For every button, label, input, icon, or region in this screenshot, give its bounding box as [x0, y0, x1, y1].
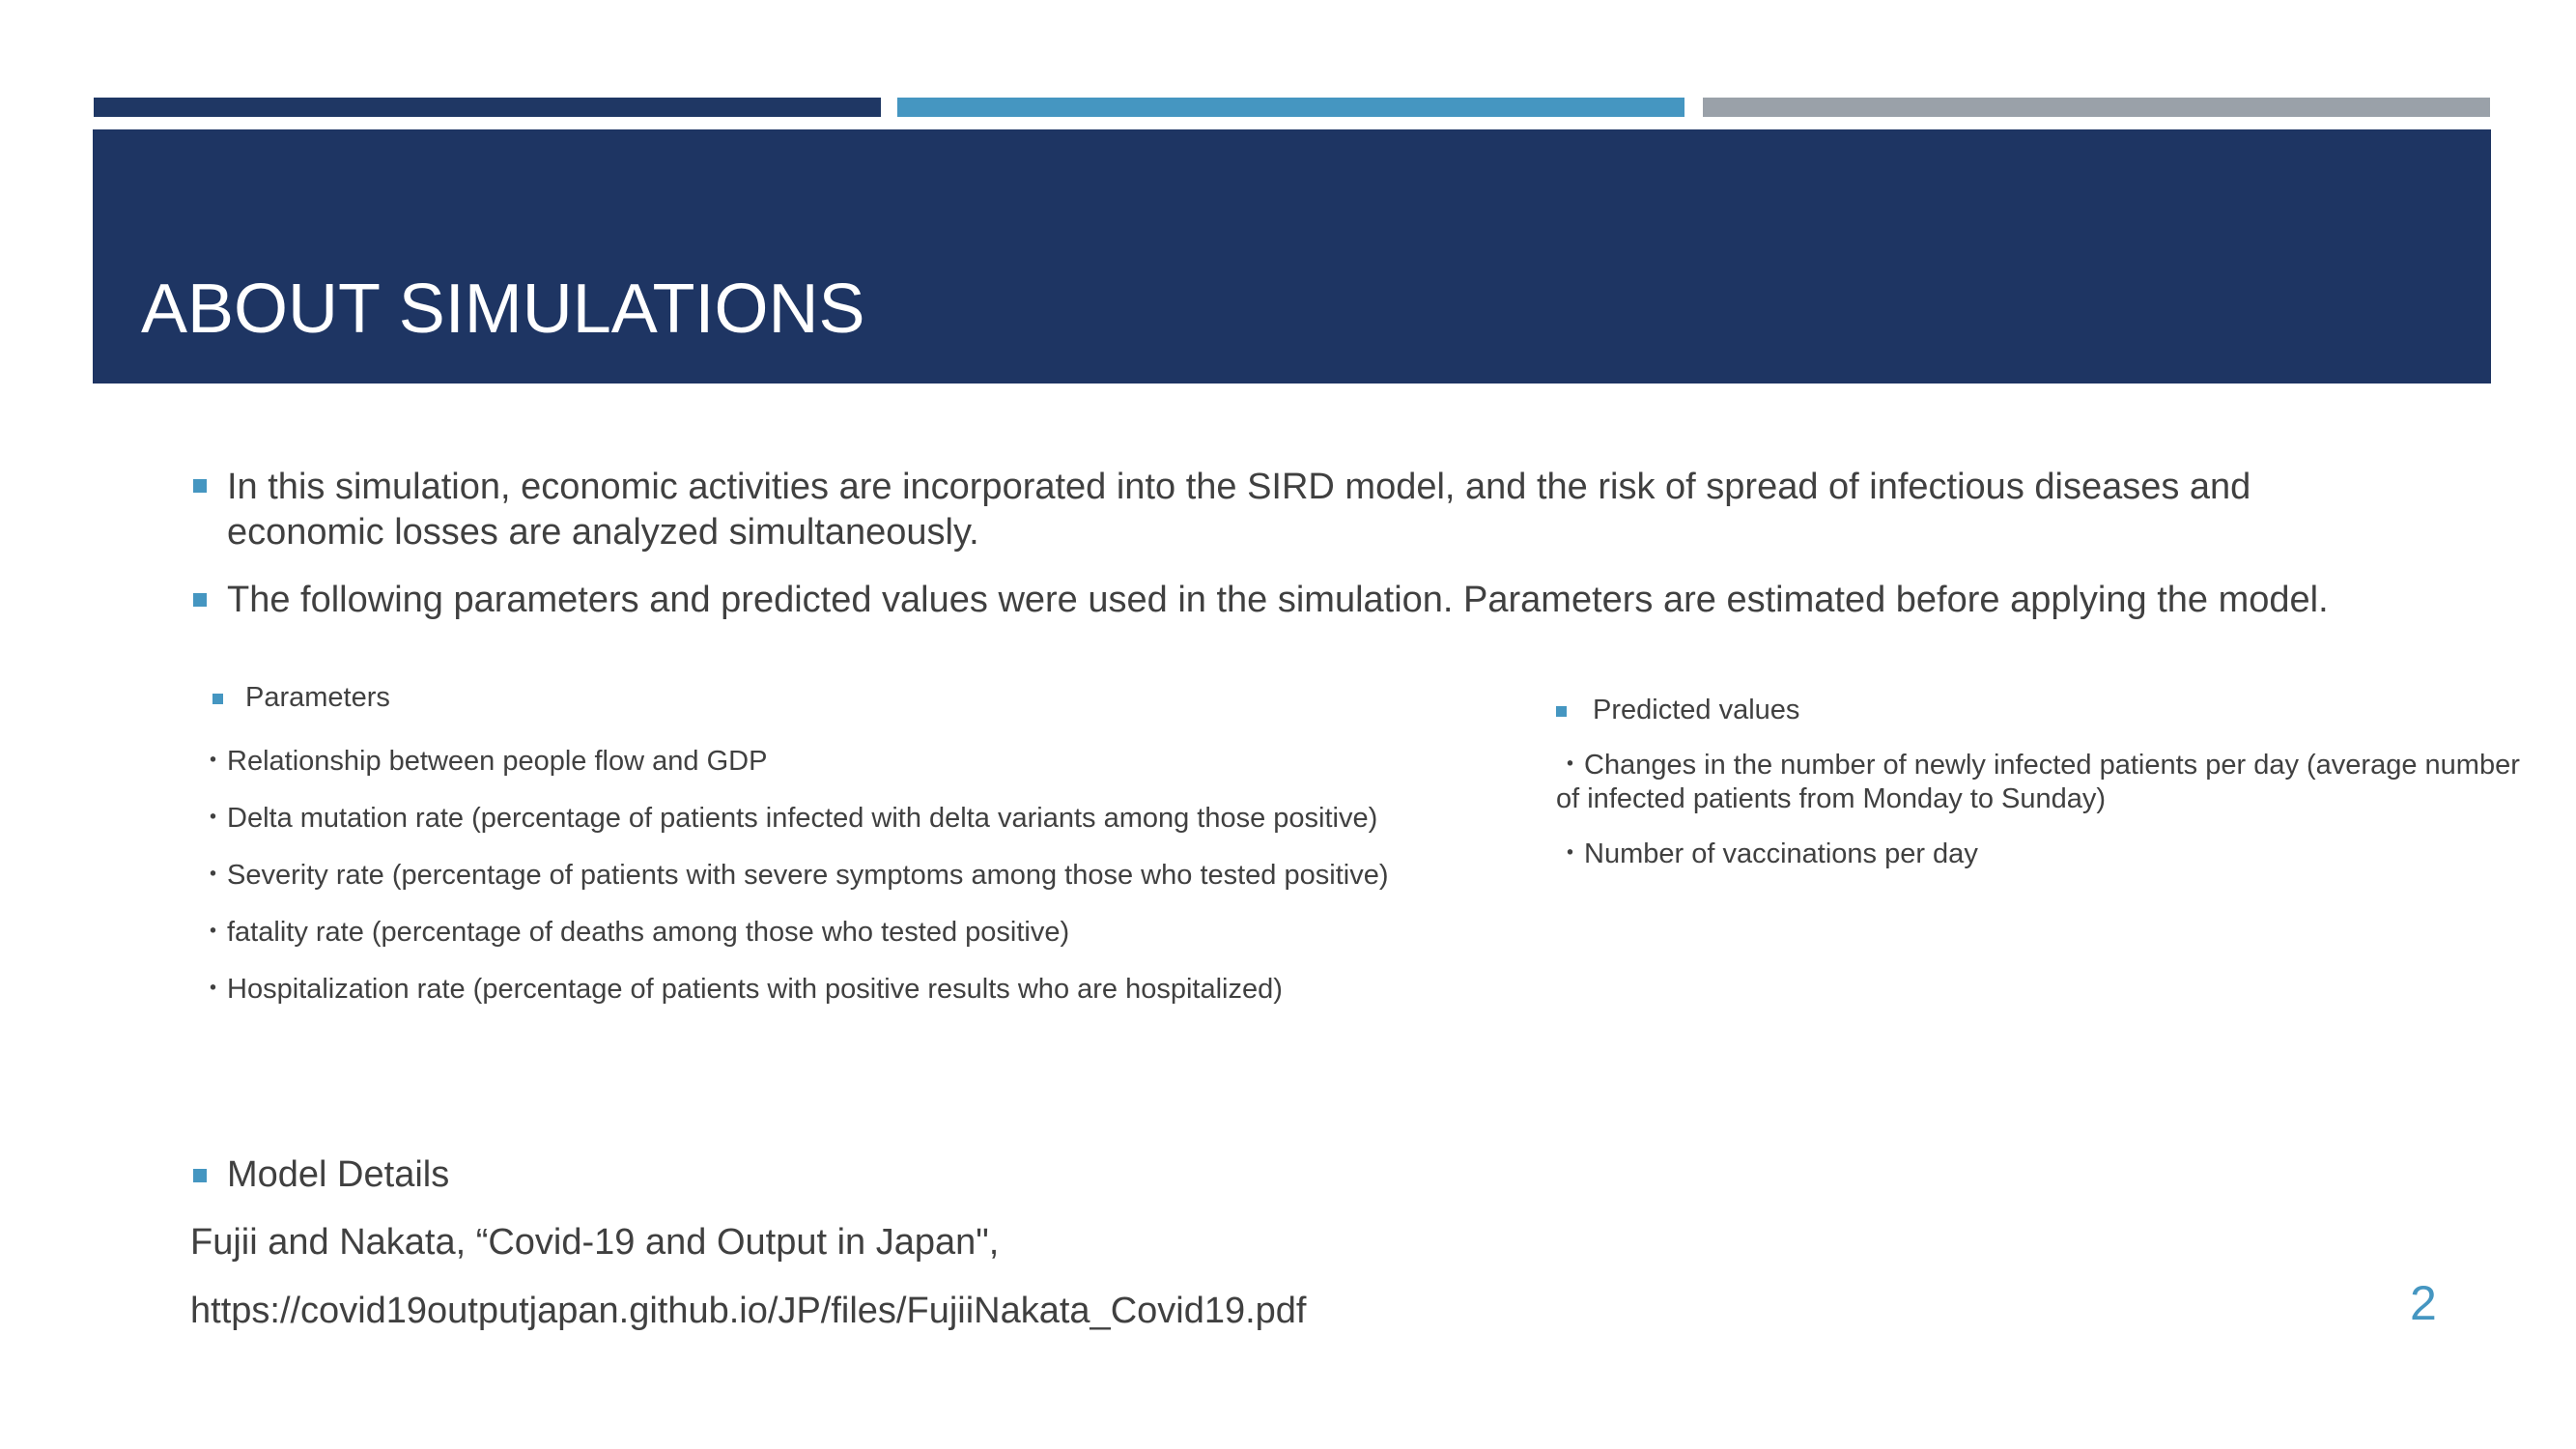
- bullet-icon: [193, 593, 207, 607]
- predicted-item: ・Changes in the number of newly infected patients per day (average number of infected patients from Monday to Sunday): [1556, 750, 2520, 814]
- title-band: [93, 129, 2491, 384]
- parameter-item: ・Severity rate (percentage of patients with severe symptoms among those who tested positive): [199, 860, 1389, 891]
- reference-citation: Fujii and Nakata, “Covid-19 and Output in Japan",: [190, 1222, 1000, 1263]
- sub-bullet-icon: [212, 694, 223, 704]
- accent-bar-navy: [94, 98, 881, 117]
- parameter-item: ・fatality rate (percentage of deaths among those who tested positive): [199, 917, 1070, 948]
- page-number: 2: [2410, 1276, 2437, 1330]
- parameters-heading: Parameters: [245, 682, 390, 713]
- sub-bullet-icon: [1556, 706, 1567, 717]
- bullet-icon: [193, 1169, 207, 1182]
- bullet-text-1: In this simulation, economic activities are incorporated into the SIRD model, and the risk of spread of infectious diseases and economic losses are analyzed simultaneously.: [227, 467, 2251, 553]
- predicted-item: ・Number of vaccinations per day: [1556, 838, 1978, 869]
- predicted-heading: Predicted values: [1593, 695, 1800, 725]
- parameter-item: ・Relationship between people flow and GDP: [199, 746, 768, 777]
- bullet-text-2: The following parameters and predicted values were used in the simulation. Parameters are estimated before applying the model.: [227, 580, 2329, 620]
- parameter-item: ・Delta mutation rate (percentage of patients infected with delta variants among those positive): [199, 803, 1378, 834]
- parameter-item: ・Hospitalization rate (percentage of patients with positive results who are hospitalized): [199, 974, 1283, 1005]
- accent-bar-gray: [1703, 98, 2490, 117]
- accent-bar-blue: [897, 98, 1684, 117]
- reference-url[interactable]: https://covid19outputjapan.github.io/JP/files/FujiiNakata_Covid19.pdf: [190, 1291, 1307, 1331]
- slide-title: ABOUT SIMULATIONS: [141, 270, 865, 348]
- model-details-heading: Model Details: [227, 1154, 450, 1195]
- bullet-icon: [193, 479, 207, 493]
